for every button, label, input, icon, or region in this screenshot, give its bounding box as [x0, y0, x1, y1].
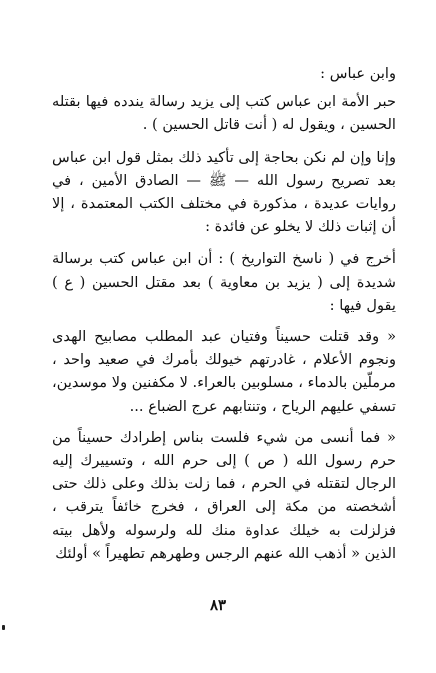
body-text [52, 62, 396, 574]
quote-paragraph: « فما أنسى من شيء فلست بناس إطرادك حسيناً من حرم رسول الله ( ص ) إلى حرم الله ، وتسييرك إليه الرجال لتقتله في الحرم ، فما زلت بذلك وعلى ذلك حتى أشخصته من مكة إلى العراق ، فخرج خائفاً يترقب ، فزلزلت به خيلك عداوة منك لله ولرسوله ولأهل بيته الذين « أذهب الله عنهم الرجس وطهرهم تطهيراً » أولئك [52, 428, 396, 562]
paragraph: أخرج في ( ناسخ التواريخ ) : أن ابن عباس كتب برسالة شديدة إلى ( يزيد بن معاوية ) بعد مقتل الحسين ( ع ) يقول فيها : [52, 250, 396, 314]
paragraph: وإنا وإن لم نكن بحاجة إلى تأكيد ذلك بمثل قول ابن عباس بعد تصريح رسول الله — ﷺ — الصادق الأمين ، في روايات عديدة ، مذكورة في مختلف الكتب المعتمدة ، إلا أن إثبات ذلك لا يخلو عن فائدة : [52, 148, 396, 236]
page-number: ٨٣ [209, 596, 227, 614]
margin-mark [2, 625, 5, 630]
paragraph: حبر الأمة ابن عباس كتب إلى يزيد رسالة يندده فيها بقتله الحسين ، ويقول له ( أنت قاتل الحسين ) . [52, 93, 396, 134]
quote-paragraph: « وقد قتلت حسيناً وفتيان عبد المطلب مصابيح الهدى ونجوم الأعلام ، غادرتهم خيولك بأمرك في صعيد واحد ، مرملّين بالدماء ، مسلوبين بالعراء. لا مكفنين ولا موسدين، تسفي عليهم الرياح ، وتنتابهم عرج الضباع ... [52, 328, 396, 415]
section-heading: وابن عباس : [320, 65, 396, 82]
